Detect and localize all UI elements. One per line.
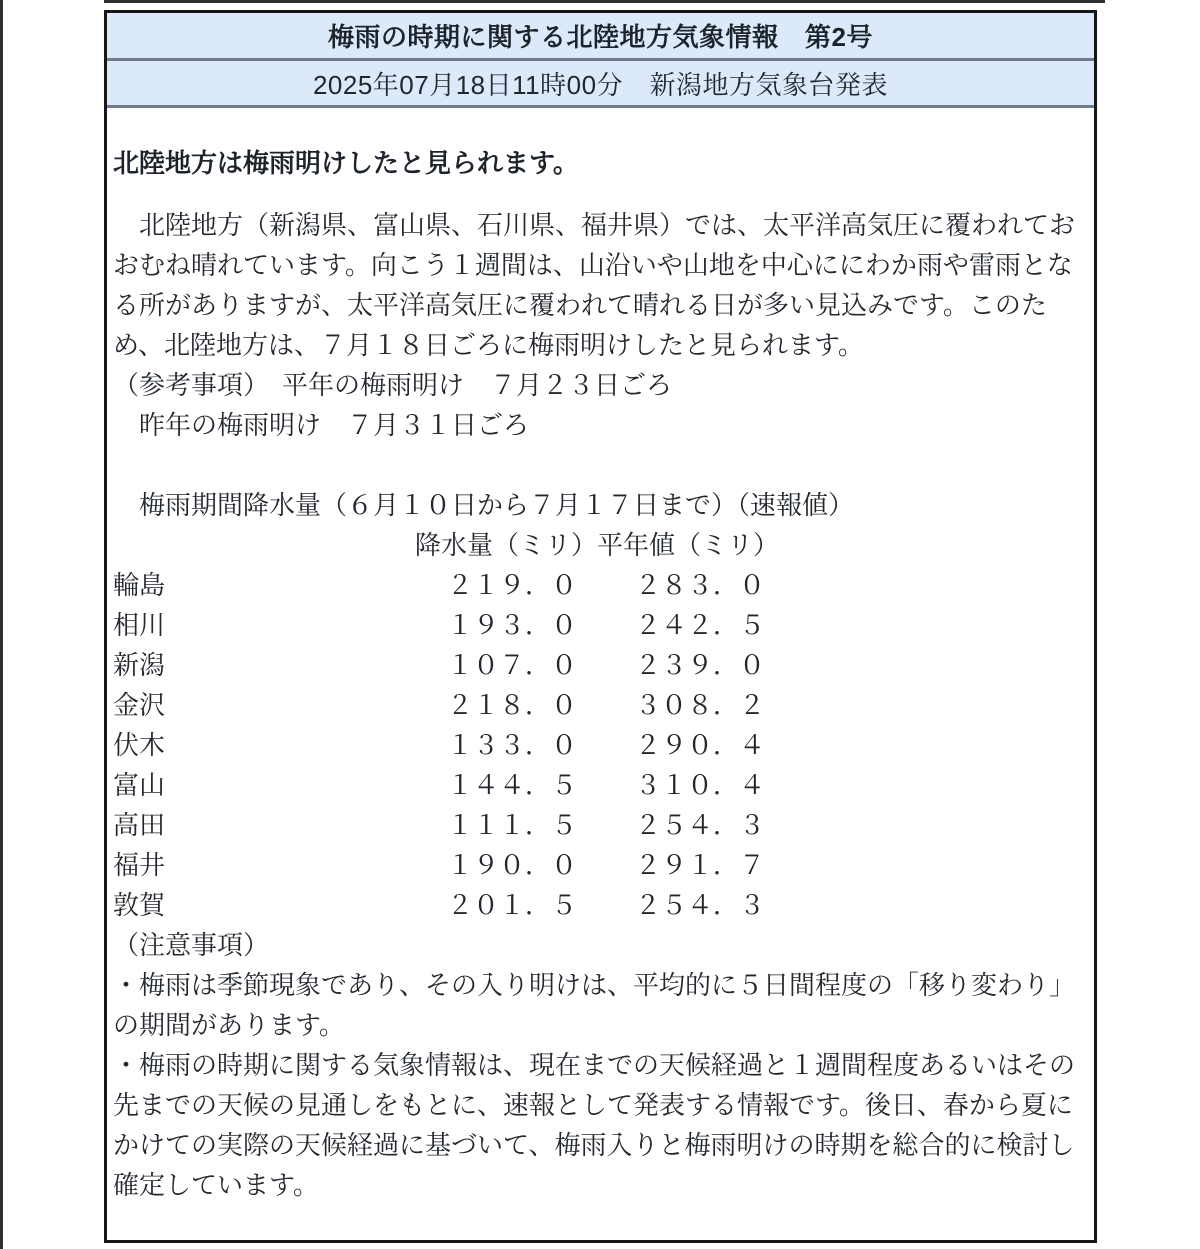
precipitation-table-title: 梅雨期間降水量（６月１０日から７月１７日まで）（速報値） <box>113 490 855 520</box>
precip-cell: １９０．０ <box>447 850 578 880</box>
station-cell: 福井 <box>113 850 166 880</box>
station-cell: 富山 <box>113 770 166 800</box>
table-row <box>113 805 1088 845</box>
normal-cell: ２４２．５ <box>635 610 766 640</box>
notes-title: （注意事項） <box>113 930 270 960</box>
table-row <box>113 565 1088 605</box>
precip-cell: １４４．５ <box>447 770 578 800</box>
note-seasonal-phenomenon: ・梅雨は季節現象であり、その入り明けは、平均的に５日間程度の「移り変わり」の期間があります。 <box>113 970 1076 1040</box>
precip-cell: １３３．０ <box>447 730 578 760</box>
table-row <box>113 845 1088 885</box>
table-row <box>113 725 1088 765</box>
page-left-border <box>0 0 3 1249</box>
table-column-headers: 降水量（ミリ）平年値（ミリ） <box>415 530 780 560</box>
station-cell: 高田 <box>113 810 166 840</box>
station-cell: 金沢 <box>113 690 166 720</box>
page-top-border <box>104 0 1105 3</box>
divider <box>107 105 1094 108</box>
station-cell: 相川 <box>113 610 166 640</box>
normal-cell: ２８３．０ <box>635 570 766 600</box>
precip-cell: １９３．０ <box>447 610 578 640</box>
bulletin-box <box>104 10 1097 1243</box>
normal-cell: ２５４．３ <box>635 810 766 840</box>
station-cell: 伏木 <box>113 730 166 760</box>
precip-cell: １０７．０ <box>447 650 578 680</box>
station-cell: 敦賀 <box>113 890 166 920</box>
reference-normal-year-line: （参考事項） 平年の梅雨明け ７月２３日ごろ <box>113 370 673 400</box>
spacer <box>113 445 1088 485</box>
note-preliminary-report: ・梅雨の時期に関する気象情報は、現在までの天候経過と１週間程度あるいはその先までの天候の見通しをもとに、速報として発表する情報です。後日、春から夏にかけての実際の天候経過に基づいて、梅雨入りと梅雨明けの時期を総合的に検討し確定しています。 <box>113 1050 1076 1200</box>
bulletin-body <box>107 143 1094 1205</box>
table-row <box>113 685 1088 725</box>
normal-cell: ２５４．３ <box>635 890 766 920</box>
precip-cell: ２０１．５ <box>447 890 578 920</box>
table-row <box>113 605 1088 645</box>
normal-cell: ２３９．０ <box>635 650 766 680</box>
precip-cell: ２１８．０ <box>447 690 578 720</box>
normal-cell: ３１０．４ <box>635 770 766 800</box>
reference-last-year-line: 昨年の梅雨明け ７月３１日ごろ <box>113 410 530 440</box>
bulletin-issued-line: 2025年07月18日11時00分 新潟地方気象台発表 <box>107 61 1094 105</box>
normal-cell: ２９０．４ <box>635 730 766 760</box>
table-row <box>113 765 1088 805</box>
station-cell: 輪島 <box>113 570 166 600</box>
table-row <box>113 645 1088 685</box>
headline: 北陸地方は梅雨明けしたと見られます。 <box>113 148 579 178</box>
normal-cell: ３０８．２ <box>635 690 766 720</box>
summary-paragraph: 北陸地方（新潟県、富山県、石川県、福井県）では、太平洋高気圧に覆われておおむね晴れています。向こう１週間は、山沿いや山地を中心ににわか雨や雷雨となる所がありますが、太平洋高気圧に覆われて晴れる日が多い見込みです。このため、北陸地方は、７月１８日ごろに梅雨明けしたと見られます。 <box>113 210 1076 360</box>
table-row <box>113 885 1088 925</box>
station-cell: 新潟 <box>113 650 166 680</box>
bulletin-title: 梅雨の時期に関する北陸地方気象情報 第2号 <box>107 13 1094 58</box>
precip-cell: １１１．５ <box>447 810 578 840</box>
normal-cell: ２９１．７ <box>635 850 766 880</box>
precip-cell: ２１９．０ <box>447 570 578 600</box>
